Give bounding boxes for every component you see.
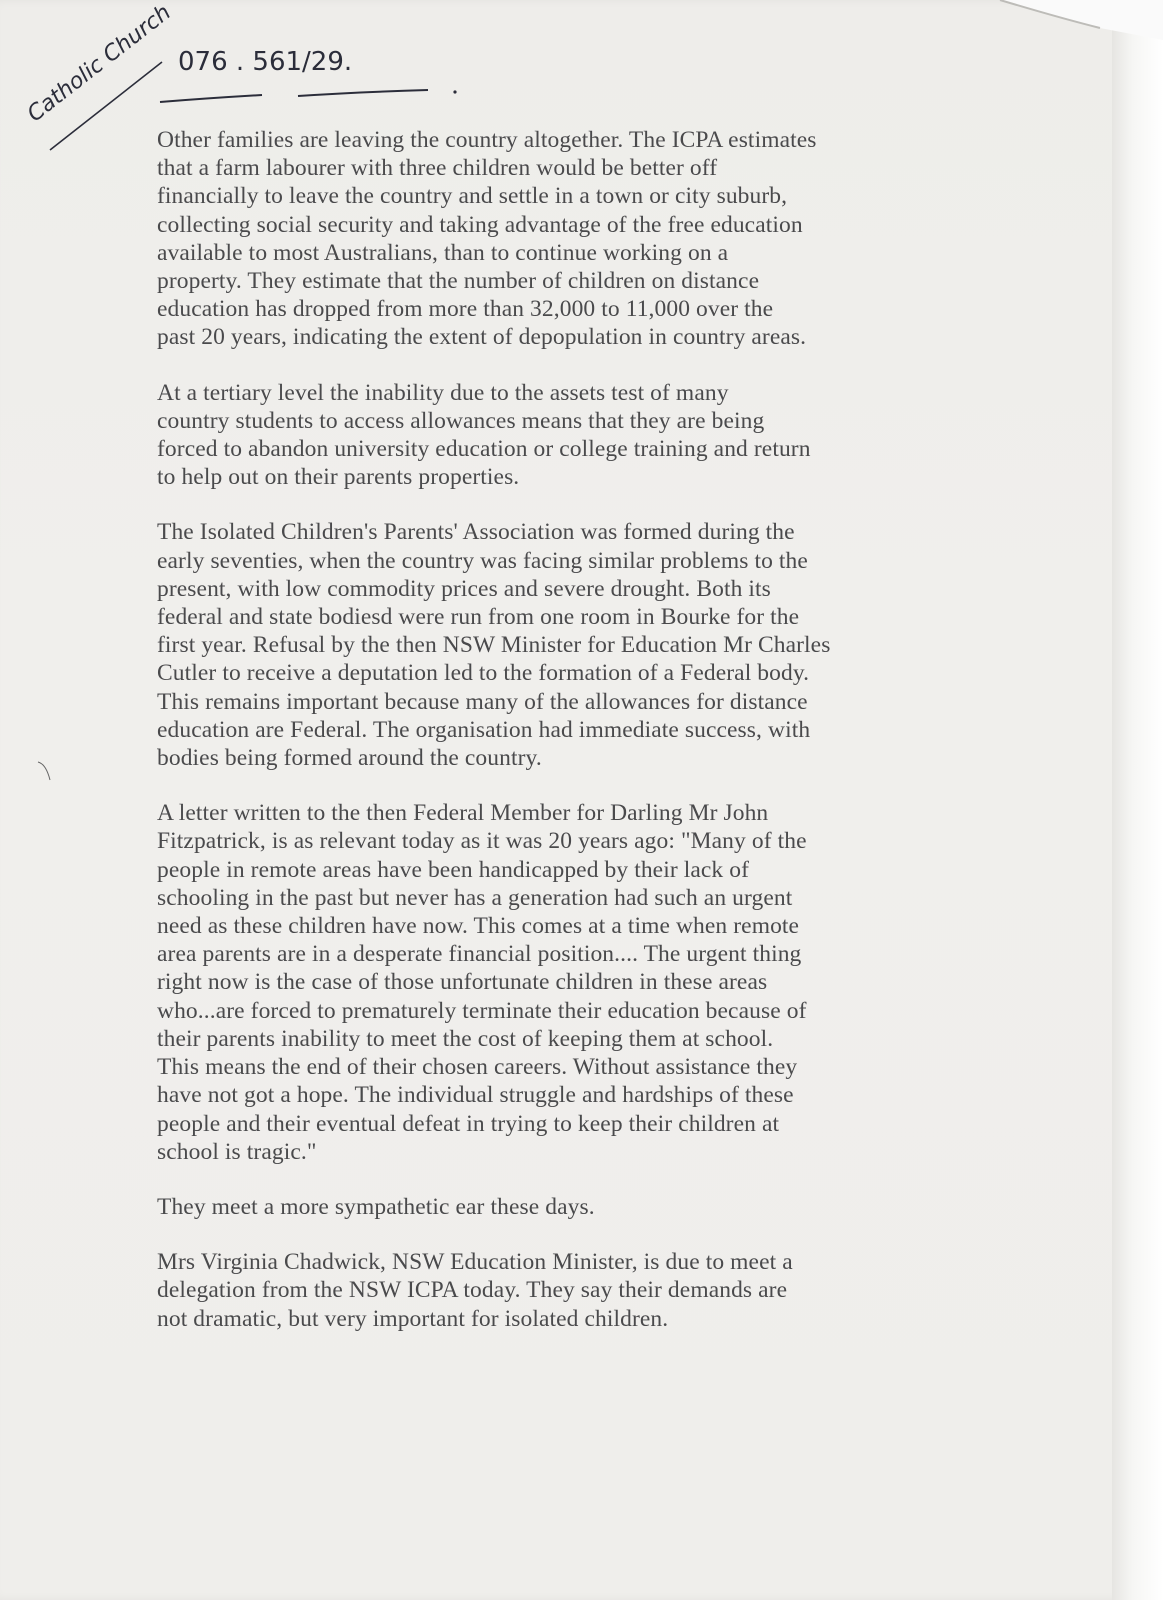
paragraph-5: They meet a more sympathetic ear these days. <box>157 1193 595 1220</box>
paragraph-1: Other families are leaving the country altogether. The ICPA estimates that a farm labourer with three children would be better off financially to leave the country and settle in a town or city suburb, collecting social security and taking advantage of the free education available to most Australians, than to continue working on a property. They estimate that the number of children on distance education has dropped from more than 32,000 to 11,000 over the past 20 years, indicating the extent of depopulation in country areas. <box>157 127 817 351</box>
side-note-text: Catholic Church <box>22 0 176 128</box>
paragraph-6: Mrs Virginia Chadwick, NSW Education Minister, is due to meet a delegation from the NSW ICPA today. They say their demands are not dramatic, but very important for isolated children. <box>157 1249 793 1332</box>
pencil-tick-mark <box>36 760 56 784</box>
reference-underline-2 <box>298 90 428 96</box>
paragraph-2: At a tertiary level the inability due to the assets test of many country students to access allowances means that they are being forced to abandon university education or college training and return to help out on their parents properties. <box>157 379 811 491</box>
paragraph-4: A letter written to the then Federal Member for Darling Mr John Fitzpatrick, is as relevant today as it was 20 years ago: "Many of the people in remote areas have been handicapped by their lack of schooling in the past but never has a generation had such an urgent need as these children have now. This comes at a time when remote area parents are in a desperate financial position.... The urgent thing right now is the case of those unfortunate children in these areas who...are forced to prematurely terminate their education because of their parents inability to meet the cost of keeping them at school. This means the end of their chosen careers. Without assistance they have not got a hope. The individual struggle and hardships of these people and their eventual defeat in trying to keep their children at school is tragic." <box>157 800 807 1165</box>
reference-dot <box>453 90 456 93</box>
page-edge-shadow <box>1112 0 1163 1600</box>
document-body <box>157 126 1007 1360</box>
reference-underline-1 <box>160 95 262 102</box>
paragraph-3: The Isolated Children's Parents' Association was formed during the early seventies, when the country was facing similar problems to the present, with low commodity prices and severe drought. Both its federal and state bodiesd were run from one room in Bourke for the first year. Refusal by the then NSW Minister for Education Mr Charles Cutler to receive a deputation led to the formation of a Federal body. This remains important because many of the allowances for distance education are Federal. The organisation had immediate success, with bodies being formed around the country. <box>157 519 831 772</box>
reference-number: 076 . 561/29. <box>178 47 353 77</box>
